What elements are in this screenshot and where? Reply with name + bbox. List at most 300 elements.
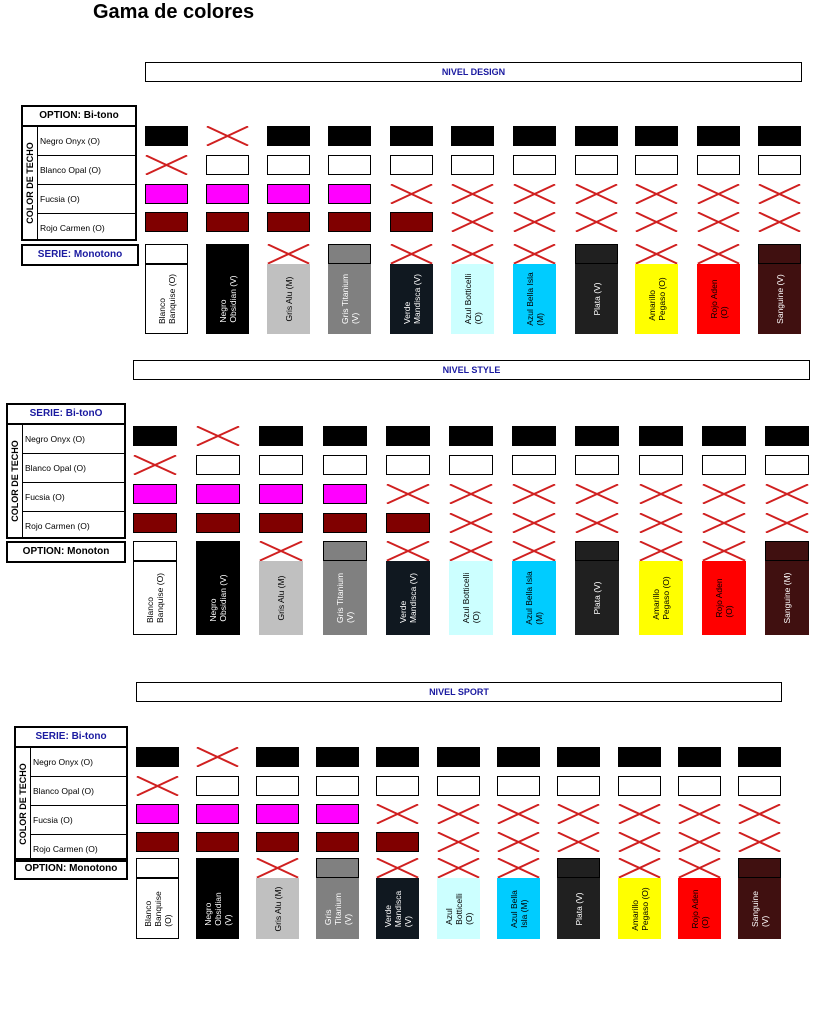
card-roof xyxy=(196,541,240,561)
body-color-card xyxy=(376,858,419,939)
level-header: NIVEL STYLE xyxy=(133,360,810,380)
card-roof xyxy=(497,858,540,878)
swatch-unavailable xyxy=(738,804,781,824)
mono-prefix: OPTION: xyxy=(24,863,67,874)
swatch-blanco-opal xyxy=(323,455,367,475)
swatch-blanco-opal xyxy=(316,776,359,796)
card-roof xyxy=(259,541,303,561)
card-body xyxy=(575,561,619,635)
card-body xyxy=(376,878,419,939)
swatch-negro-onyx xyxy=(145,126,188,146)
swatch-blanco-opal xyxy=(678,776,721,796)
legend-row-rojo-carmen: Rojo Carmen (O) xyxy=(33,844,98,854)
legend-value: Bi-tono xyxy=(71,731,107,742)
swatch-unavailable xyxy=(497,804,540,824)
legend-row-negro-onyx: Negro Onyx (O) xyxy=(38,127,135,156)
swatch-unavailable xyxy=(497,832,540,852)
swatch-negro-onyx xyxy=(575,126,618,146)
card-roof xyxy=(136,858,179,878)
body-color-card xyxy=(639,541,683,635)
swatch-unavailable xyxy=(765,513,809,533)
swatch-unavailable xyxy=(451,184,494,204)
roof-color-label: COLOR DE TECHO xyxy=(25,142,35,224)
swatch-negro-onyx xyxy=(376,747,419,767)
swatch-unavailable xyxy=(635,184,678,204)
swatch-fucsia xyxy=(196,484,240,504)
swatch-blanco-opal xyxy=(738,776,781,796)
body-color-card xyxy=(635,244,678,334)
card-roof xyxy=(635,244,678,264)
card-body xyxy=(256,878,299,939)
swatch-negro-onyx xyxy=(497,747,540,767)
card-roof xyxy=(316,858,359,878)
card-body xyxy=(702,561,746,635)
body-color-card xyxy=(323,541,367,635)
card-body xyxy=(437,878,480,939)
card-body xyxy=(390,264,433,334)
body-color-card xyxy=(259,541,303,635)
card-label: Blanco Banquise (O) xyxy=(145,572,165,624)
swatch-blanco-opal xyxy=(557,776,600,796)
swatch-blanco-opal xyxy=(635,155,678,175)
card-label: Amarillo Pegaso (O) xyxy=(629,886,650,931)
legend-row-fucsia: Fucsia (O) xyxy=(31,806,126,835)
swatch-unavailable xyxy=(513,212,556,232)
swatch-unavailable xyxy=(575,212,618,232)
swatch-unavailable xyxy=(575,184,618,204)
swatch-blanco-opal xyxy=(376,776,419,796)
swatch-blanco-opal xyxy=(765,455,809,475)
card-label: Sanguine (M) xyxy=(782,572,792,624)
swatch-unavailable xyxy=(206,126,249,146)
swatch-unavailable xyxy=(386,484,430,504)
roof-color-axis xyxy=(8,425,23,537)
body-color-card xyxy=(497,858,540,939)
mono-value: Monoton xyxy=(67,546,110,557)
legend-prefix: SERIE: xyxy=(35,731,72,742)
swatch-negro-onyx xyxy=(451,126,494,146)
card-label: Verde Mandisca (V) xyxy=(382,890,413,927)
card-label: Verde Mandisca (V) xyxy=(398,572,418,624)
swatch-rojo-carmen xyxy=(196,832,239,852)
swatch-negro-onyx xyxy=(758,126,801,146)
swatch-negro-onyx xyxy=(635,126,678,146)
roof-color-legend xyxy=(6,403,126,539)
swatch-negro-onyx xyxy=(557,747,600,767)
legend-row-rojo-carmen: Rojo Carmen (O) xyxy=(40,223,105,233)
swatch-negro-onyx xyxy=(133,426,177,446)
swatch-fucsia xyxy=(328,184,371,204)
legend-row-rojo-carmen: Rojo Carmen (O) xyxy=(25,521,90,531)
swatch-rojo-carmen xyxy=(136,832,179,852)
swatch-rojo-carmen xyxy=(323,513,367,533)
body-color-card xyxy=(575,244,618,334)
card-body xyxy=(196,561,240,635)
card-label: Amarillo Pegaso (O) xyxy=(651,576,671,620)
card-body xyxy=(639,561,683,635)
roof-color-axis xyxy=(16,748,31,860)
card-label: Negro Obsidian (V) xyxy=(208,574,228,622)
card-label: Gris Alu (M) xyxy=(272,886,283,931)
body-color-card xyxy=(678,858,721,939)
swatch-blanco-opal xyxy=(618,776,661,796)
swatch-negro-onyx xyxy=(316,747,359,767)
card-label: Gris Alu (M) xyxy=(276,575,286,621)
card-body xyxy=(316,878,359,939)
swatch-fucsia xyxy=(323,484,367,504)
card-body xyxy=(145,264,188,334)
swatch-unavailable xyxy=(758,212,801,232)
roof-color-axis xyxy=(23,127,38,239)
card-body xyxy=(513,264,556,334)
swatch-rojo-carmen xyxy=(376,832,419,852)
swatch-unavailable xyxy=(702,513,746,533)
card-body xyxy=(697,264,740,334)
card-body xyxy=(267,264,310,334)
roof-color-label: COLOR DE TECHO xyxy=(18,763,28,845)
swatch-negro-onyx xyxy=(259,426,303,446)
swatch-negro-onyx xyxy=(437,747,480,767)
card-label: Azul Bella Isla (M) xyxy=(524,272,545,326)
swatch-unavailable xyxy=(513,184,556,204)
card-body xyxy=(196,878,239,939)
body-color-card xyxy=(512,541,556,635)
swatch-rojo-carmen xyxy=(145,212,188,232)
card-body xyxy=(635,264,678,334)
swatch-unavailable xyxy=(639,484,683,504)
swatch-unavailable xyxy=(133,455,177,475)
legend-title xyxy=(8,405,124,425)
swatch-unavailable xyxy=(145,155,188,175)
swatch-fucsia xyxy=(256,804,299,824)
swatch-negro-onyx xyxy=(639,426,683,446)
swatch-unavailable xyxy=(758,184,801,204)
card-body xyxy=(206,264,249,334)
swatch-unavailable xyxy=(702,484,746,504)
swatch-negro-onyx xyxy=(575,426,619,446)
level-header: NIVEL DESIGN xyxy=(145,62,802,82)
swatch-negro-onyx xyxy=(702,426,746,446)
swatch-unavailable xyxy=(376,804,419,824)
legend-title xyxy=(23,107,135,127)
card-label: Gris Titanium (V) xyxy=(322,892,353,925)
card-label: Amarillo Pegaso (O) xyxy=(646,277,667,321)
card-body xyxy=(449,561,493,635)
card-roof xyxy=(575,244,618,264)
swatch-negro-onyx xyxy=(512,426,556,446)
card-roof xyxy=(618,858,661,878)
card-roof xyxy=(133,541,177,561)
card-roof xyxy=(267,244,310,264)
swatch-negro-onyx xyxy=(697,126,740,146)
mono-value: Monotono xyxy=(69,863,118,874)
swatch-rojo-carmen xyxy=(256,832,299,852)
card-body xyxy=(575,264,618,334)
swatch-unavailable xyxy=(557,832,600,852)
body-color-card xyxy=(145,244,188,334)
legend-row-fucsia: Fucsia (O) xyxy=(23,483,124,512)
swatch-blanco-opal xyxy=(196,776,239,796)
mono-value: Monotono xyxy=(73,249,123,260)
swatch-rojo-carmen xyxy=(390,212,433,232)
card-label: Gris Alu (M) xyxy=(283,276,294,322)
body-color-card xyxy=(267,244,310,334)
card-body xyxy=(512,561,556,635)
swatch-negro-onyx xyxy=(136,747,179,767)
swatch-unavailable xyxy=(738,832,781,852)
legend-row-blanco-opal: Blanco Opal (O) xyxy=(38,156,135,185)
swatch-rojo-carmen xyxy=(386,513,430,533)
card-label: Plata (V) xyxy=(573,891,584,926)
card-label: Azul Bella Isla (M) xyxy=(524,571,544,625)
body-color-card xyxy=(437,858,480,939)
swatch-unavailable xyxy=(437,832,480,852)
swatch-blanco-opal xyxy=(451,155,494,175)
body-color-card xyxy=(513,244,556,334)
swatch-unavailable xyxy=(136,776,179,796)
swatch-negro-onyx xyxy=(328,126,371,146)
swatch-negro-onyx xyxy=(386,426,430,446)
swatch-unavailable xyxy=(449,484,493,504)
swatch-blanco-opal xyxy=(328,155,371,175)
swatch-blanco-opal xyxy=(259,455,303,475)
body-color-card xyxy=(386,541,430,635)
swatch-unavailable xyxy=(635,212,678,232)
swatch-unavailable xyxy=(451,212,494,232)
swatch-unavailable xyxy=(390,184,433,204)
swatch-fucsia xyxy=(133,484,177,504)
swatch-fucsia xyxy=(136,804,179,824)
card-label: Rojo Aden (O) xyxy=(708,279,729,319)
legend-row-negro-onyx: Negro Onyx (O) xyxy=(31,748,126,777)
swatch-unavailable xyxy=(639,513,683,533)
card-roof xyxy=(697,244,740,264)
card-label: Sanguine (V) xyxy=(774,274,785,324)
card-roof xyxy=(512,541,556,561)
card-roof xyxy=(513,244,556,264)
swatch-fucsia xyxy=(206,184,249,204)
body-color-card xyxy=(575,541,619,635)
card-label: Blanco Banquise (O) xyxy=(142,890,173,927)
card-roof xyxy=(256,858,299,878)
swatch-blanco-opal xyxy=(437,776,480,796)
swatch-rojo-carmen xyxy=(133,513,177,533)
card-body xyxy=(678,878,721,939)
swatch-unavailable xyxy=(196,747,239,767)
page-title: Gama de colores xyxy=(93,1,255,23)
card-roof xyxy=(738,858,781,878)
swatch-negro-onyx xyxy=(267,126,310,146)
body-color-card xyxy=(451,244,494,334)
card-roof xyxy=(557,858,600,878)
swatch-negro-onyx xyxy=(256,747,299,767)
card-label: Negro Obsidian (V) xyxy=(202,891,233,926)
body-color-card xyxy=(702,541,746,635)
swatch-rojo-carmen xyxy=(196,513,240,533)
swatch-negro-onyx xyxy=(765,426,809,446)
swatch-fucsia xyxy=(259,484,303,504)
card-label: Blanco Banquise (O) xyxy=(156,273,177,325)
legend-title xyxy=(16,728,126,748)
swatch-rojo-carmen xyxy=(328,212,371,232)
swatch-blanco-opal xyxy=(639,455,683,475)
body-color-card xyxy=(557,858,600,939)
card-label: Rojo Aden (O) xyxy=(689,888,710,929)
card-label: Azul Bella Isla (M) xyxy=(508,889,529,928)
card-label: Negro Obsidian (V) xyxy=(217,275,238,323)
card-label: Verde Mandisca (V) xyxy=(401,273,422,325)
card-body xyxy=(328,264,371,334)
swatch-unavailable xyxy=(557,804,600,824)
swatch-blanco-opal xyxy=(256,776,299,796)
swatch-fucsia xyxy=(145,184,188,204)
card-label: Azul Botticelli (O) xyxy=(462,273,483,325)
swatch-unavailable xyxy=(678,804,721,824)
card-roof xyxy=(323,541,367,561)
body-color-card xyxy=(206,244,249,334)
card-body xyxy=(323,561,367,635)
swatch-unavailable xyxy=(512,513,556,533)
swatch-blanco-opal xyxy=(512,455,556,475)
card-label: Rojo Aden (O) xyxy=(714,578,734,618)
swatch-negro-onyx xyxy=(390,126,433,146)
card-body xyxy=(618,878,661,939)
swatch-fucsia xyxy=(196,804,239,824)
swatch-negro-onyx xyxy=(513,126,556,146)
body-color-card xyxy=(765,541,809,635)
swatch-blanco-opal xyxy=(697,155,740,175)
legend-prefix: SERIE: xyxy=(29,408,66,419)
card-roof xyxy=(678,858,721,878)
body-color-card xyxy=(697,244,740,334)
card-label: Gris Titanium (V) xyxy=(339,273,360,325)
monotone-label xyxy=(21,244,139,266)
body-color-card xyxy=(133,541,177,635)
swatch-blanco-opal xyxy=(513,155,556,175)
swatch-unavailable xyxy=(196,426,240,446)
swatch-blanco-opal xyxy=(206,155,249,175)
body-color-card xyxy=(618,858,661,939)
swatch-unavailable xyxy=(618,832,661,852)
body-color-card xyxy=(758,244,801,334)
card-roof xyxy=(376,858,419,878)
card-label: Azul Botticelli (O) xyxy=(461,572,481,624)
swatch-blanco-opal xyxy=(497,776,540,796)
swatch-unavailable xyxy=(697,212,740,232)
card-roof xyxy=(206,244,249,264)
roof-color-legend xyxy=(14,726,128,862)
legend-prefix: OPTION: xyxy=(39,110,84,121)
swatch-negro-onyx xyxy=(618,747,661,767)
card-label: Sanguine (V) xyxy=(749,890,770,927)
swatch-blanco-opal xyxy=(386,455,430,475)
swatch-unavailable xyxy=(512,484,556,504)
card-roof xyxy=(449,541,493,561)
card-body xyxy=(451,264,494,334)
card-body xyxy=(758,264,801,334)
card-body xyxy=(765,561,809,635)
card-roof xyxy=(451,244,494,264)
card-roof xyxy=(758,244,801,264)
swatch-rojo-carmen xyxy=(206,212,249,232)
swatch-unavailable xyxy=(575,513,619,533)
swatch-rojo-carmen xyxy=(267,212,310,232)
swatch-blanco-opal xyxy=(575,455,619,475)
body-color-card xyxy=(196,858,239,939)
swatch-unavailable xyxy=(449,513,493,533)
legend-row-blanco-opal: Blanco Opal (O) xyxy=(31,777,126,806)
card-roof xyxy=(196,858,239,878)
legend-row-blanco-opal: Blanco Opal (O) xyxy=(23,454,124,483)
mono-prefix: SERIE: xyxy=(37,249,72,260)
card-roof xyxy=(390,244,433,264)
swatch-negro-onyx xyxy=(323,426,367,446)
card-label: Azul Botticelli (O) xyxy=(443,892,474,925)
body-color-card xyxy=(196,541,240,635)
card-roof xyxy=(765,541,809,561)
swatch-blanco-opal xyxy=(196,455,240,475)
card-roof xyxy=(639,541,683,561)
swatch-fucsia xyxy=(267,184,310,204)
body-color-card xyxy=(390,244,433,334)
card-roof xyxy=(145,244,188,264)
card-roof xyxy=(328,244,371,264)
swatch-rojo-carmen xyxy=(316,832,359,852)
monotone-label xyxy=(14,858,128,880)
card-body xyxy=(738,878,781,939)
roof-color-label: COLOR DE TECHO xyxy=(10,440,20,522)
swatch-rojo-carmen xyxy=(259,513,303,533)
card-roof xyxy=(575,541,619,561)
card-label: Plata (V) xyxy=(591,282,602,316)
level-header: NIVEL SPORT xyxy=(136,682,782,702)
swatch-negro-onyx xyxy=(449,426,493,446)
swatch-fucsia xyxy=(316,804,359,824)
card-body xyxy=(386,561,430,635)
card-body xyxy=(497,878,540,939)
legend-value: Bi-tono xyxy=(83,110,119,121)
swatch-unavailable xyxy=(575,484,619,504)
swatch-blanco-opal xyxy=(390,155,433,175)
legend-row-fucsia: Fucsia (O) xyxy=(38,185,135,214)
legend-row-negro-onyx: Negro Onyx (O) xyxy=(23,425,124,454)
card-body xyxy=(133,561,177,635)
card-roof xyxy=(386,541,430,561)
body-color-card xyxy=(256,858,299,939)
swatch-blanco-opal xyxy=(758,155,801,175)
legend-value: Bi-tonO xyxy=(65,408,103,419)
body-color-card xyxy=(328,244,371,334)
card-label: Gris Titanium (V) xyxy=(335,572,355,624)
body-color-card xyxy=(449,541,493,635)
card-body xyxy=(136,878,179,939)
body-color-card xyxy=(738,858,781,939)
swatch-blanco-opal xyxy=(267,155,310,175)
swatch-unavailable xyxy=(678,832,721,852)
card-body xyxy=(557,878,600,939)
swatch-unavailable xyxy=(618,804,661,824)
card-roof xyxy=(702,541,746,561)
card-roof xyxy=(437,858,480,878)
card-label: Plata (V) xyxy=(592,581,602,615)
swatch-unavailable xyxy=(765,484,809,504)
swatch-blanco-opal xyxy=(449,455,493,475)
swatch-negro-onyx xyxy=(678,747,721,767)
swatch-blanco-opal xyxy=(575,155,618,175)
body-color-card xyxy=(316,858,359,939)
swatch-unavailable xyxy=(697,184,740,204)
mono-prefix: OPTION: xyxy=(22,546,65,557)
